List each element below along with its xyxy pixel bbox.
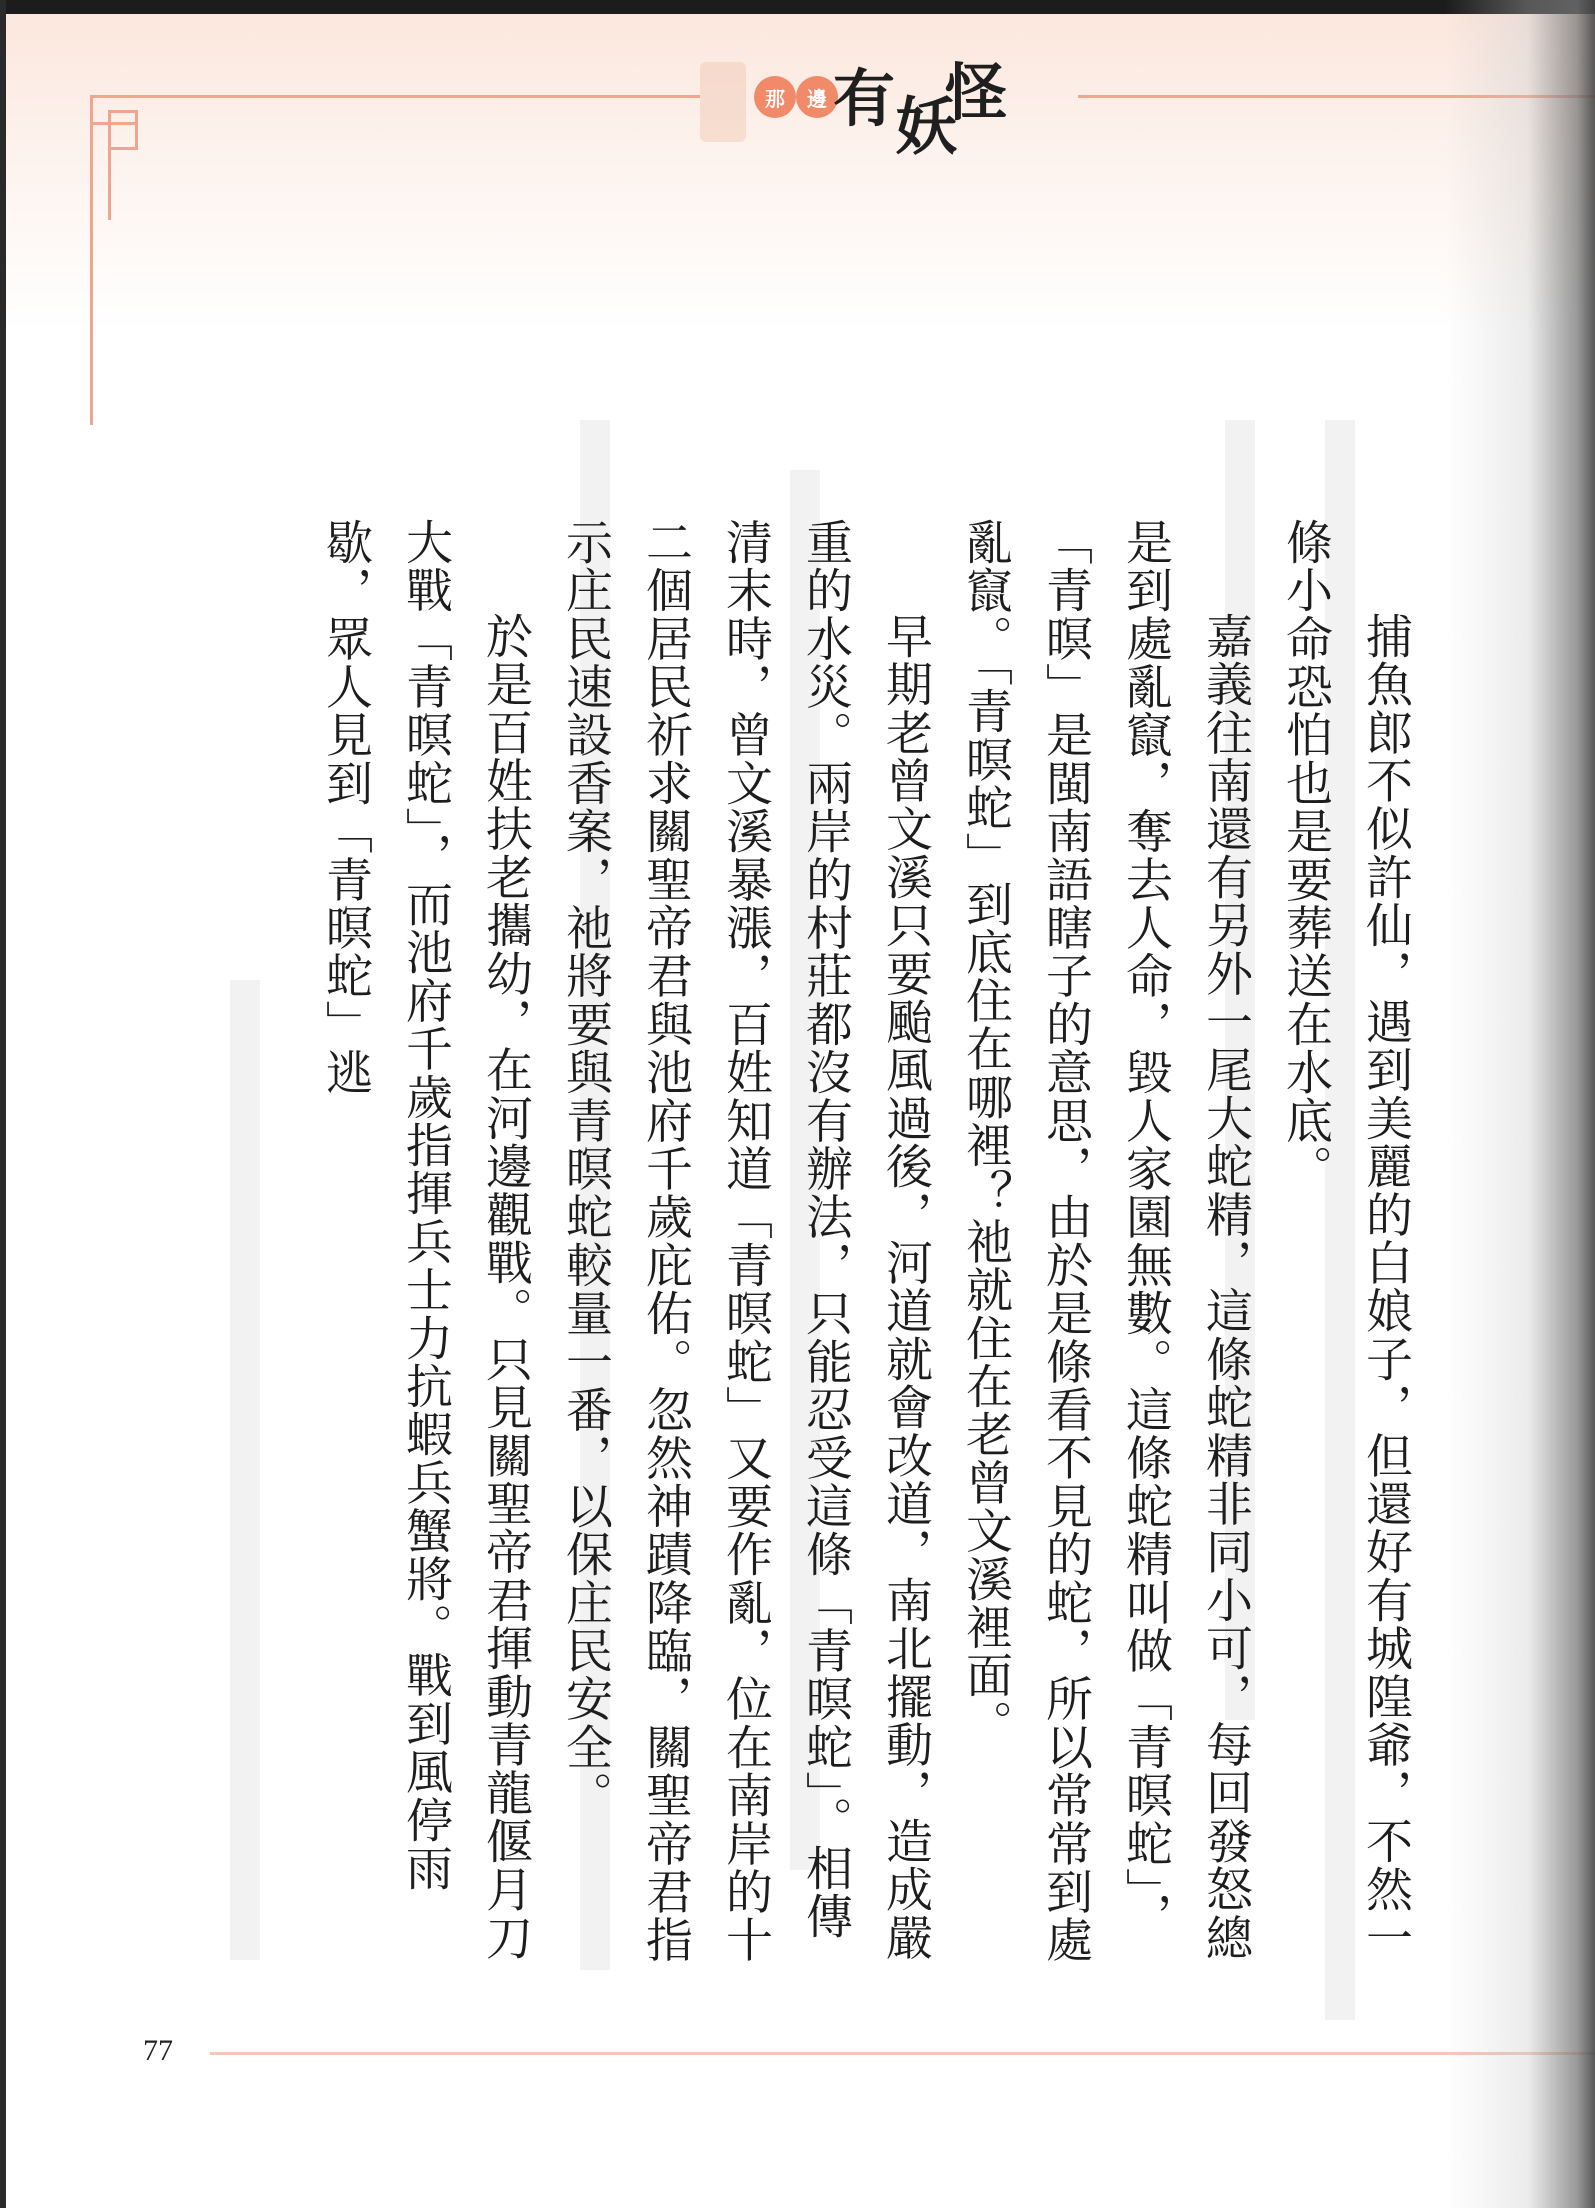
frame-corner-h1	[90, 122, 138, 125]
paragraph: 於是百姓扶老攜幼，在河邊觀戰。只見關聖帝君揮動青龍偃月刀大戰「青暝蛇」，而池府千歲指揮兵士力抗蝦兵蟹將。戰到風停雨歇，眾人見到「青暝蛇」逃	[318, 518, 533, 1962]
running-header	[705, 56, 1008, 163]
binding-shadow	[1445, 0, 1595, 2208]
frame-corner-v1	[108, 110, 111, 220]
header-seal-1: 那	[754, 76, 796, 118]
body-text	[318, 518, 1425, 1978]
header-title-char-3: 怪	[945, 56, 1008, 129]
frame-corner-h2	[108, 110, 138, 113]
frame-line-top	[90, 95, 700, 98]
header-seal-2: 邊	[796, 76, 838, 118]
header-title-char-1: 有	[833, 62, 896, 135]
frame-corner-h3	[108, 147, 138, 150]
paragraph: 早期老曾文溪只要颱風過後，河道就會改道，南北擺動，造成嚴重的水災。兩岸的村莊都沒有辦法，只能忍受這條「青暝蛇」。相傳清末時，曾文溪暴漲，百姓知道「青暝蛇」又要作亂，位在南岸的十二個居民祈求關聖帝君與池府千歲庇佑。忽然神蹟降臨，關聖帝君指示庄民速設香案，祂將要與青暝蛇較量一番，以保庄民安全。	[558, 518, 933, 1964]
page-number: 77	[143, 2034, 173, 2067]
scan-left-edge	[0, 0, 6, 2208]
bleed-through-column	[230, 980, 260, 1960]
frame-corner-v2	[135, 110, 138, 150]
frame-line-left	[90, 95, 93, 425]
header-title-char-2: 妖	[895, 90, 958, 163]
scan-top-edge	[0, 0, 1595, 14]
paragraph: 嘉義往南還有另外一尾大蛇精，這條蛇精非同小可，每回發怒總是到處亂竄，奪去人命，毀人家園無數。這條蛇精叫做「青暝蛇」，「青暝」是閩南語瞎子的意思，由於是條看不見的蛇，所以常常到處亂竄。「青暝蛇」到底住在哪裡？祂就住在老曾文溪裡面。	[958, 518, 1253, 1964]
paragraph: 捕魚郎不似許仙，遇到美麗的白娘子，但還好有城隍爺，不然一條小命恐怕也是要葬送在水底。	[1278, 518, 1413, 1962]
footer-rule	[210, 2052, 1595, 2055]
